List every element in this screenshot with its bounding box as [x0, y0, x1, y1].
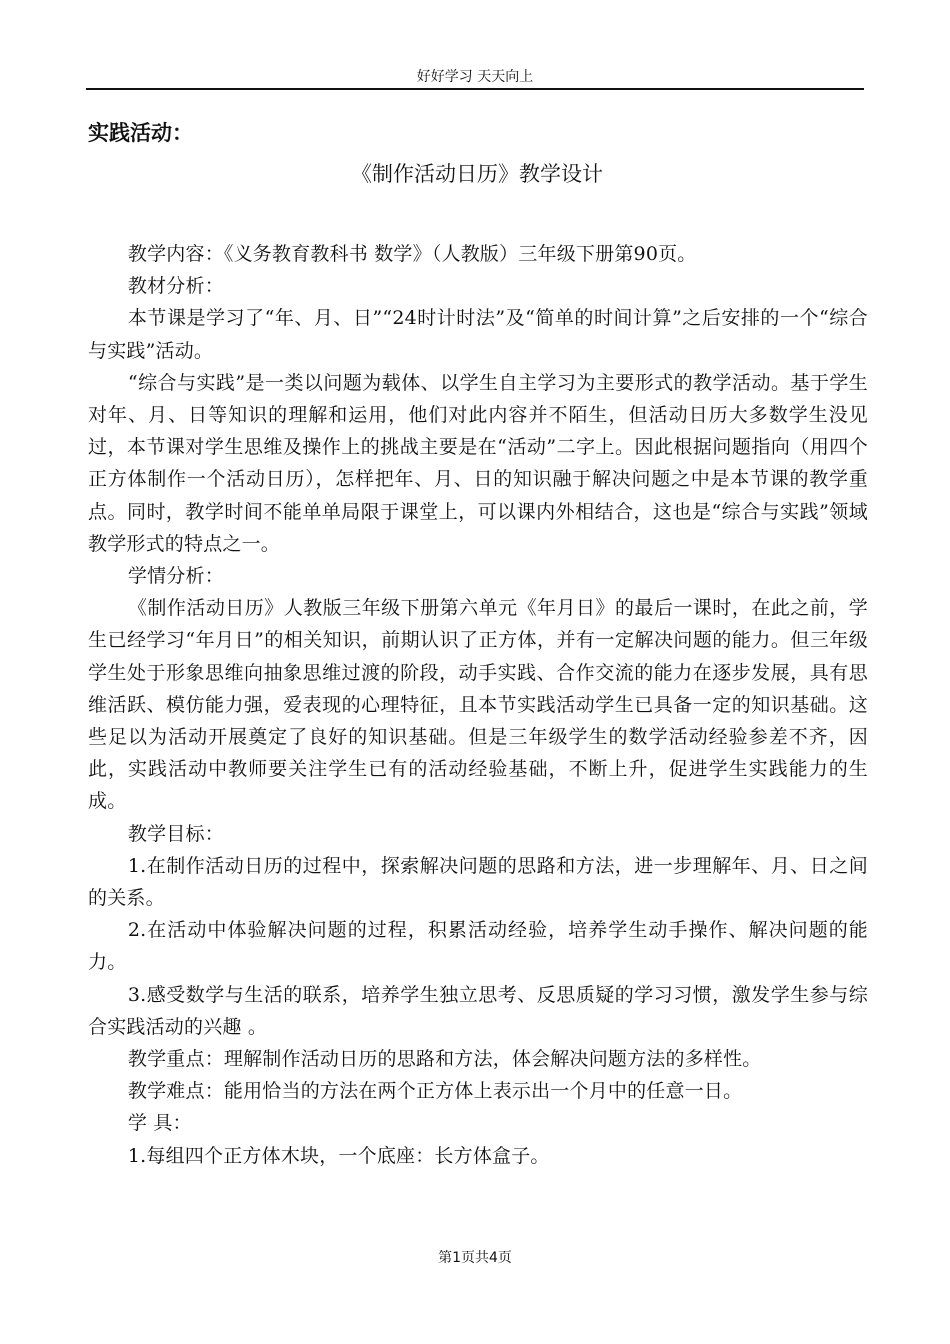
paragraph-difficulty: 教学难点：能用恰当的方法在两个正方体上表示出一个月中的任意一日。 — [127, 1080, 743, 1103]
paragraph-objective-2: 2.在活动中体验解决问题的过程，积累活动经验，培养学生动手操作、解决问题的能力。 — [88, 919, 868, 974]
paragraph-student-analysis-heading: 学情分析： — [127, 565, 224, 588]
paragraph-key-point: 教学重点：理解制作活动日历的思路和方法，体会解决问题方法的多样性。 — [127, 1048, 762, 1071]
paragraph-objectives-heading: 教学目标： — [127, 822, 224, 845]
paragraph-objective-1: 1.在制作活动日历的过程中，探索解决问题的思路和方法，进一步理解年、月、日之间的关系。 — [88, 854, 868, 910]
header-text: 好好学习 天天向上 — [416, 69, 534, 85]
page-footer — [0, 1248, 950, 1268]
document-body — [88, 238, 868, 1172]
page-number: 第1页共4页 — [438, 1250, 512, 1266]
paragraph-tools-1: 1.每组四个正方体木块，一个底座：长方体盒子。 — [127, 1144, 550, 1167]
paragraph-textbook-analysis-1: 本节课是学习了“年、月、日”“24时计时法”及“简单的时间计算”之后安排的一个“综合与实践”活动。 — [88, 307, 868, 362]
paragraph-teaching-content: 教学内容：《义务教育教科书 数学》（人教版）三年级下册第90页。 — [127, 243, 697, 265]
document-title: 《制作活动日历》教学设计 — [351, 162, 603, 186]
paragraph-textbook-analysis-heading: 教材分析： — [127, 275, 224, 298]
section-label: 实践活动： — [88, 121, 193, 145]
page-header — [86, 66, 864, 90]
paragraph-student-analysis: 《制作活动日历》人教版三年级下册第六单元《年月日》的最后一课时，在此之前，学生已经学习“年月日”的相关知识，前期认识了正方体，并有一定解决问题的能力。但三年级学生处于形象思维向抽象思维过渡的阶段，动手实践、合作交流的能力在逐步发展，具有思维活跃、模仿能力强，爱表现的心理特征，且本节实践活动学生已具备一定的知识基础。这些足以为活动开展奠定了良好的知识基础。但是三年级学生的数学活动经验参差不齐，因此，实践活动中教师要关注学生已有的活动经验基础，不断上升，促进学生实践能力的生成。 — [88, 597, 868, 813]
paragraph-textbook-analysis-2: “综合与实践”是一类以问题为载体、以学生自主学习为主要形式的教学活动。基于学生对年、月、日等知识的理解和运用，他们对此内容并不陌生，但活动日历大多数学生没见过，本节课对学生思维及操作上的挑战主要是在“活动”二字上。因此根据问题指向（用四个正方体制作一个活动日历），怎样把年、月、日的知识融于解决问题之中是本节课的教学重点。同时，教学时间不能单单局限于课堂上，可以课内外相结合，这也是“综合与实践”领域教学形式的特点之一。 — [88, 371, 868, 555]
paragraph-objective-3: 3.感受数学与生活的联系，培养学生独立思考、反思质疑的学习习惯，激发学生参与综合实践活动的兴趣 。 — [88, 983, 868, 1038]
paragraph-tools-heading: 学 具： — [127, 1112, 192, 1135]
